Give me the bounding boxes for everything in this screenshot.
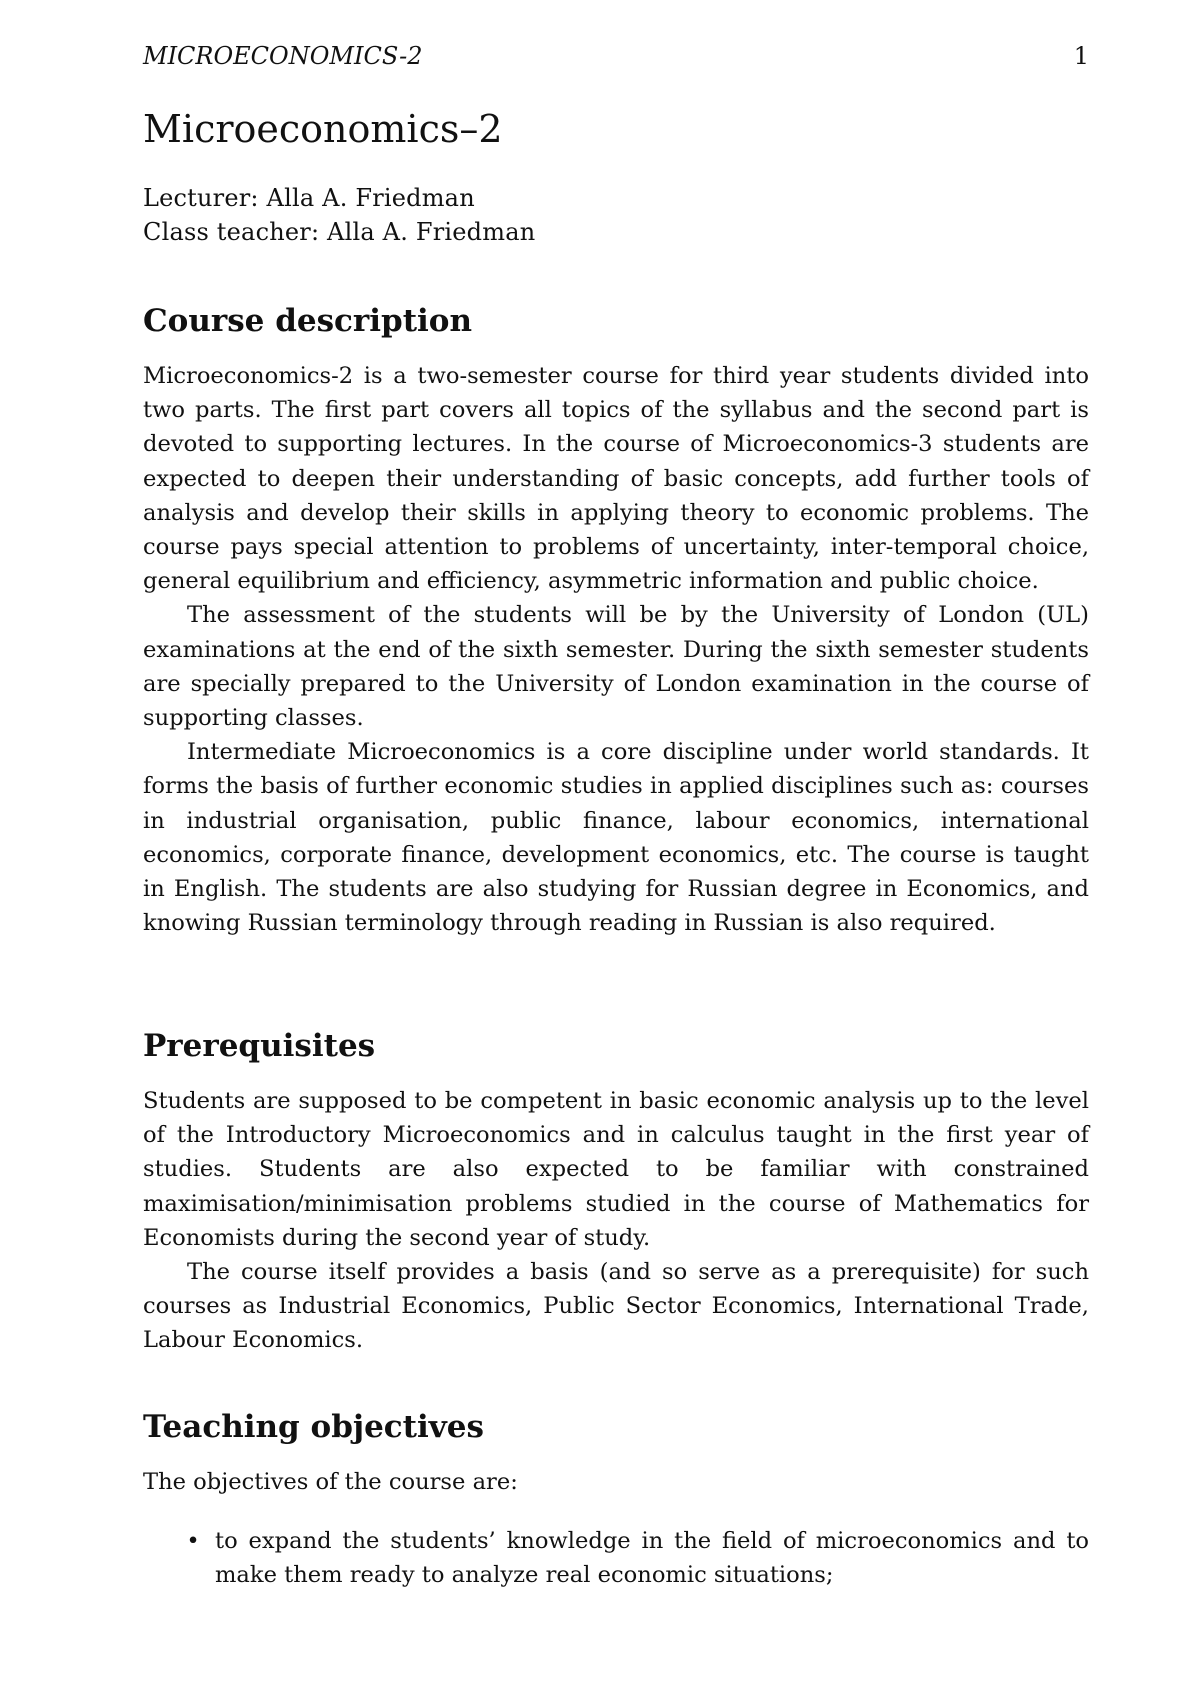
list-item (183, 1524, 1089, 1592)
lecturer-line: Lecturer: Alla A. Friedman (143, 184, 475, 212)
paragraph: The objectives of the course are: (143, 1469, 518, 1495)
paragraph: Intermediate Microeconomics is a core discipline under world standards. It forms the basis of further economic studies in applied disciplines such as: courses in industrial organisation, public finance, labour economics, international economics, corporate finance, development economics, etc. The course is taught in English. The students are also studying for Russian degree in Economics, and knowing Russian terminology through reading in Russian is also required. (143, 739, 1089, 937)
paragraph: The assessment of the students will be by the University of London (UL) examinations at the end of the sixth semester. During the sixth semester students are specially prepared to the University of London examination in the course of supporting classes. (143, 602, 1089, 732)
bullet-icon: • (186, 1528, 200, 1554)
page-number: 1 (1073, 42, 1089, 70)
running-title: MICROECONOMICS-2 (143, 42, 423, 70)
section-heading-prerequisites: Prerequisites (143, 1028, 376, 1064)
paragraph: The course itself provides a basis (and so serve as a prerequisite) for such courses as Industrial Economics, Public Sector Economics, International Trade, Labour Economics. (143, 1259, 1089, 1354)
objectives-intro (143, 1465, 1089, 1499)
section-heading-teaching-objectives: Teaching objectives (143, 1409, 484, 1445)
document-title: Microeconomics–2 (143, 107, 503, 151)
list-item-text: to expand the students’ knowledge in the field of microeconomics and to make them ready to analyze real economic situations; (215, 1528, 1089, 1589)
running-header (143, 40, 1089, 72)
paragraph: Microeconomics-2 is a two-semester course for third year students divided into two parts. The first part covers all topics of the syllabus and the second part is devoted to supporting lectures. In the course of Microeconomics-3 students are expected to deepen their understanding of basic concepts, add further tools of analysis and develop their skills in applying theory to economic problems. The course pays special attention to problems of uncertainty, inter-temporal choice, general equilibrium and efficiency, asymmetric information and public choice. (143, 363, 1089, 595)
prerequisites-body (143, 1084, 1089, 1358)
objectives-list (183, 1524, 1089, 1592)
paragraph: Students are supposed to be competent in basic economic analysis up to the level of the Introductory Microeconomics and in calculus taught in the first year of studies. Students are also expected to be familiar with constrained maximisation/minimisation problems studied in the course of Mathematics for Economists during the second year of study. (143, 1088, 1089, 1251)
class-teacher-line: Class teacher: Alla A. Friedman (143, 218, 536, 246)
section-heading-course-description: Course description (143, 303, 473, 339)
course-description-body (143, 359, 1089, 940)
